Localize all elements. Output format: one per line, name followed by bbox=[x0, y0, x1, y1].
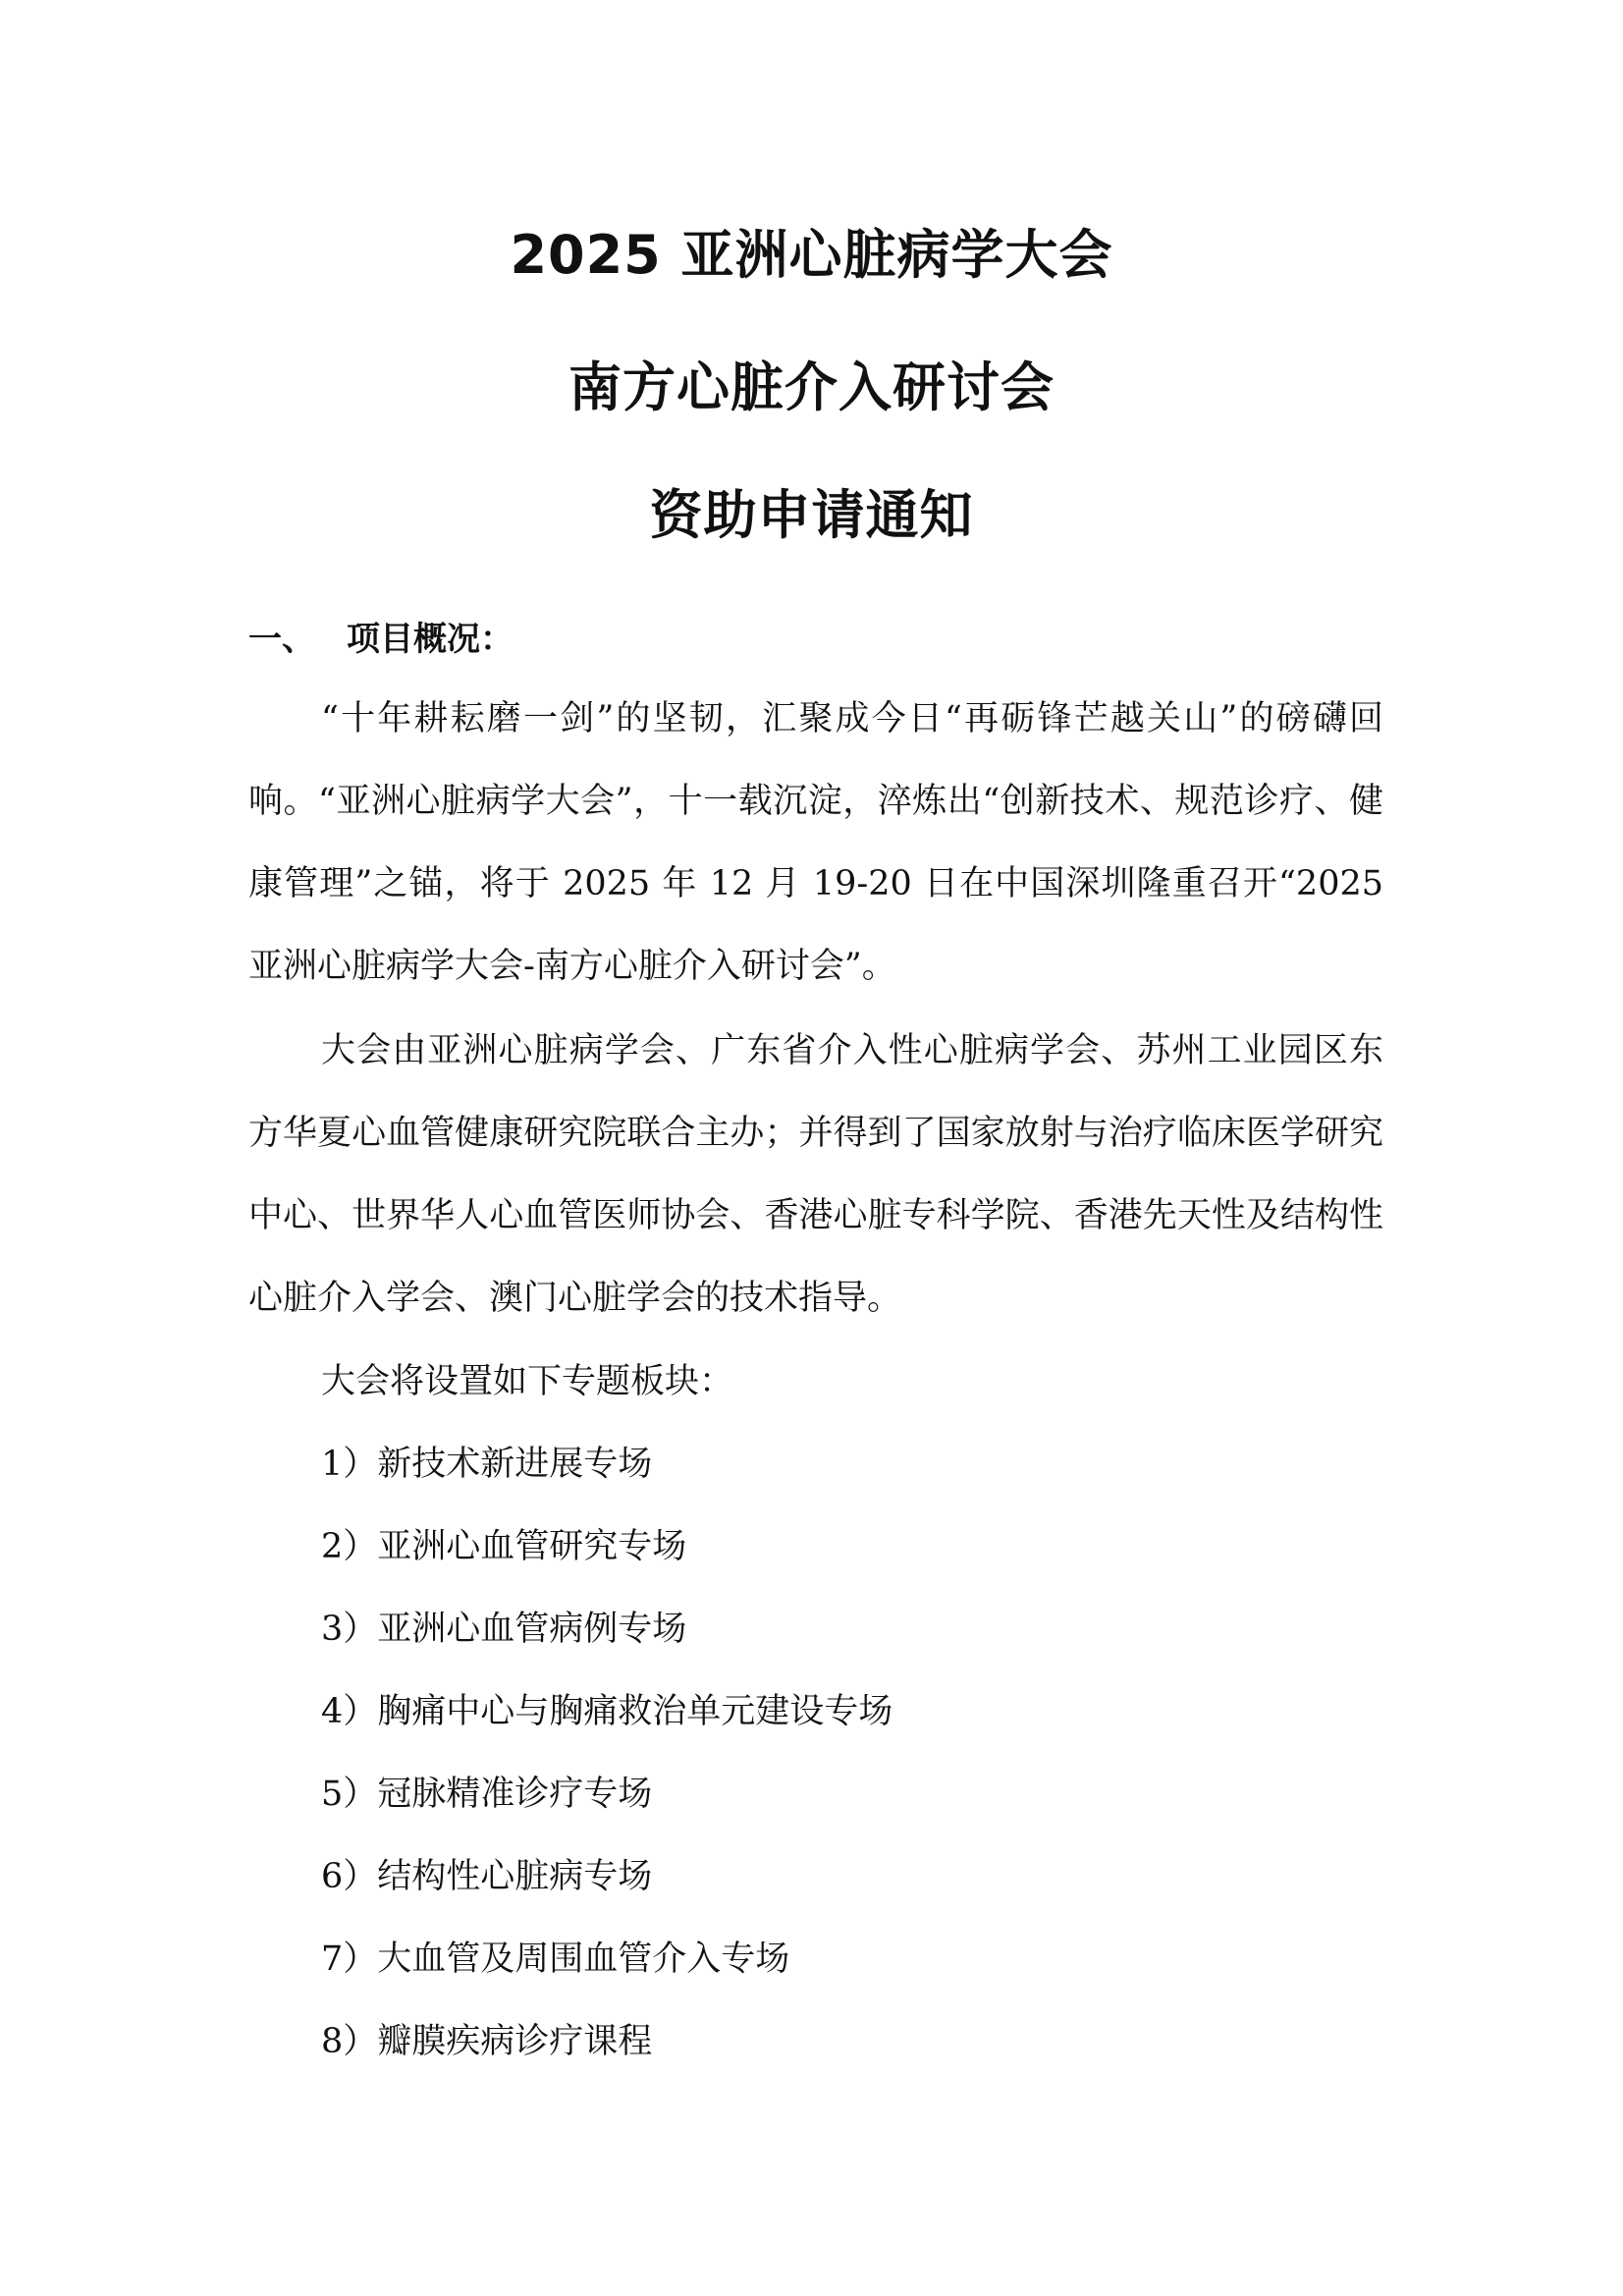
section-heading-text: 项目概况： bbox=[347, 620, 514, 659]
list-item: 6）结构性心脏病专场 bbox=[321, 1857, 653, 1896]
list-item: 5）冠脉精准诊疗专场 bbox=[321, 1775, 653, 1814]
list-item: 4）胸痛中心与胸痛救治单元建设专场 bbox=[321, 1692, 893, 1731]
list-item: 2）亚洲心血管研究专场 bbox=[321, 1527, 687, 1566]
paragraph-overview: “十年耕耘磨一剑”的坚韧，汇聚成今日“再砺锋芒越关山”的磅礴回响。“亚洲心脏病学大会”，十一载沉淀，淬炼出“创新技术、规范诊疗、健康管理”之锚，将于 2025 年 12 月 19-20 日在中国深圳隆重召开“2025 亚洲心脏病学大会-南方心脏介入研讨会”。 bbox=[248, 699, 1383, 986]
list-item: 3）亚洲心血管病例专场 bbox=[321, 1610, 687, 1649]
session-list bbox=[321, 1423, 893, 2083]
list-item: 8）瓣膜疾病诊疗课程 bbox=[321, 2022, 653, 2061]
section-number: 一、 bbox=[248, 620, 315, 659]
section-heading bbox=[248, 617, 514, 662]
paragraph-organizers: 大会由亚洲心脏病学会、广东省介入性心脏病学会、苏州工业园区东方华夏心血管健康研究院联合主办；并得到了国家放射与治疗临床医学研究中心、世界华人心血管医师协会、香港心脏专科学院、香港先天性及结构性心脏介入学会、澳门心脏学会的技术指导。 bbox=[248, 1031, 1383, 1318]
document-title-line-2: 南方心脏介入研讨会 bbox=[568, 356, 1055, 418]
document-title-line-1: 2025 亚洲心脏病学大会 bbox=[510, 224, 1113, 286]
list-item: 7）大血管及周围血管介入专场 bbox=[321, 1940, 790, 1979]
paragraph-sessions-intro: 大会将设置如下专题板块： bbox=[321, 1362, 734, 1401]
document-title-line-3: 资助申请通知 bbox=[649, 484, 974, 546]
list-item: 1）新技术新进展专场 bbox=[321, 1445, 653, 1484]
